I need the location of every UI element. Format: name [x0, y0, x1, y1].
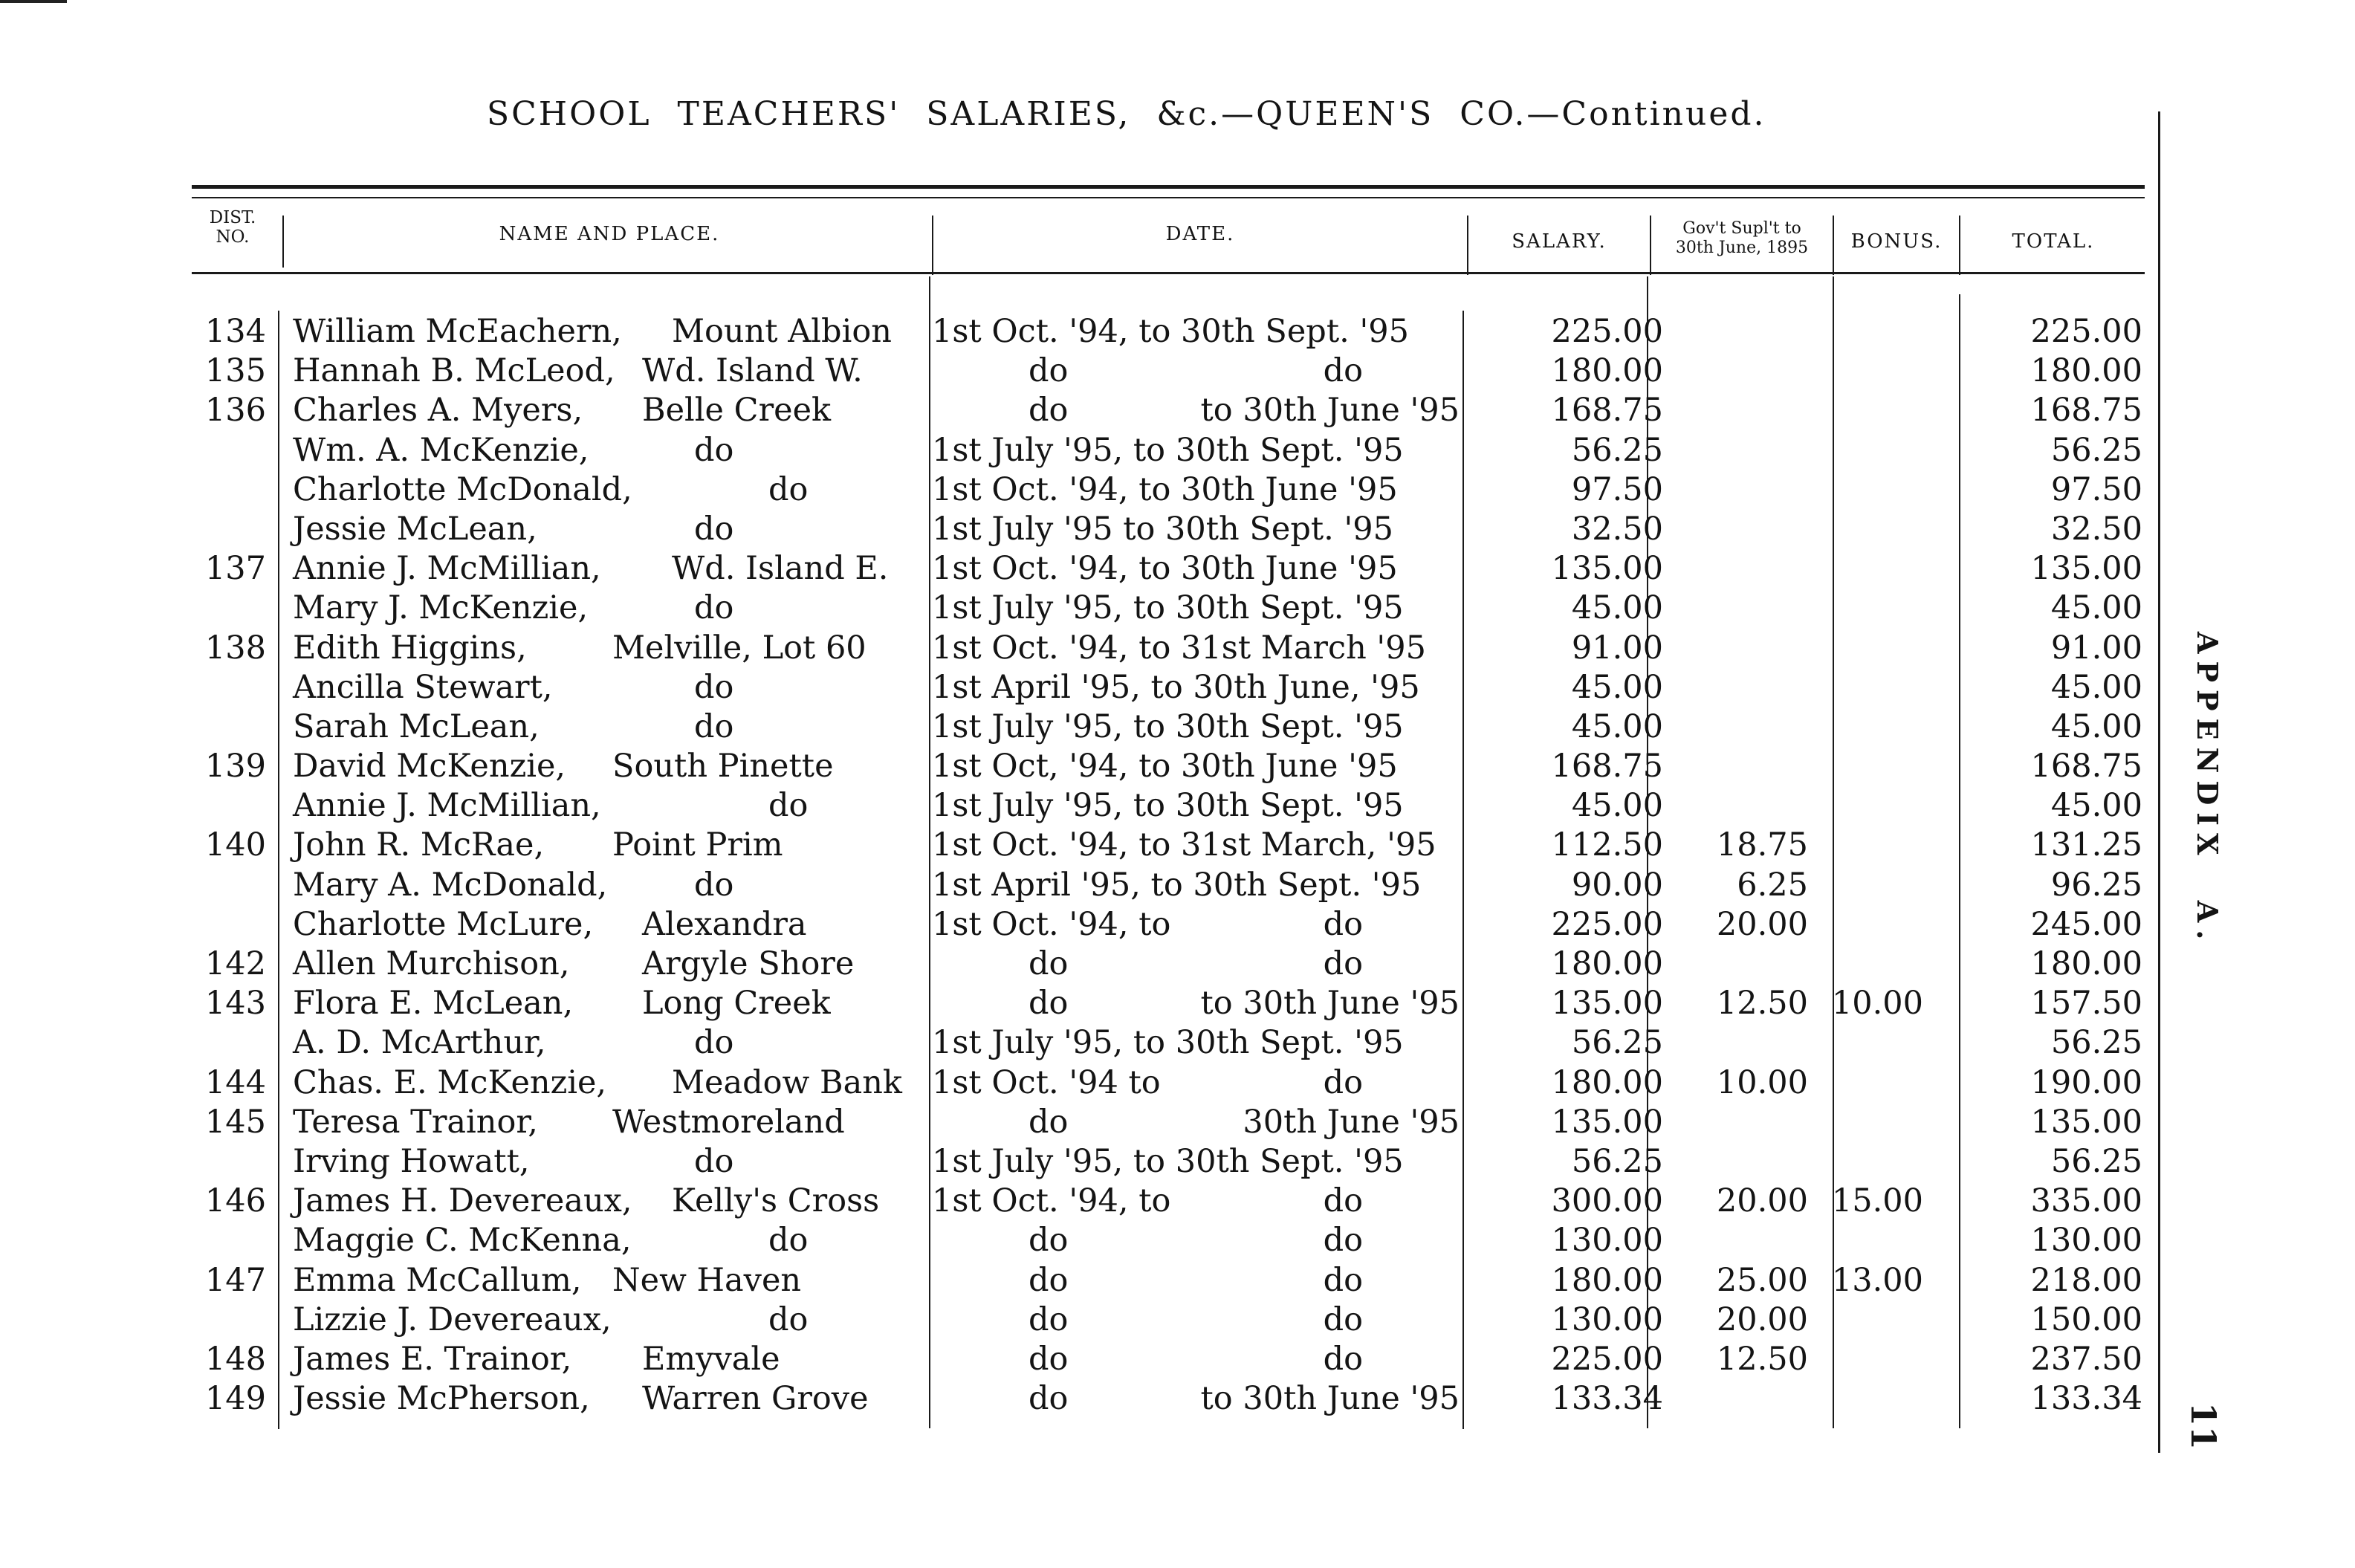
dist-no: 143 [204, 985, 266, 1023]
date-from: 1st Oct. '94, to 30th June '95 [932, 470, 1398, 508]
date-from: 1st July '95, to 30th Sept. '95 [932, 589, 1404, 627]
total: 168.75 [2030, 748, 2142, 785]
date-from: do [1029, 392, 1069, 430]
gov-supplement: 10.00 [1716, 1063, 1808, 1101]
date-to: do [1323, 352, 1363, 390]
place: Argyle Shore [642, 945, 855, 982]
place: do [694, 1142, 734, 1180]
date-to: to 30th June '95 [1200, 1380, 1460, 1418]
total: 150.00 [2030, 1300, 2142, 1338]
salary: 135.00 [1551, 1103, 1663, 1141]
dist-no: 136 [204, 392, 266, 430]
date-from: 1st Oct. '94, to [932, 905, 1171, 943]
salary: 180.00 [1551, 1261, 1663, 1299]
salary: 90.00 [1571, 866, 1663, 904]
table-row [192, 945, 2145, 984]
date-to: do [1323, 945, 1363, 982]
table-row [192, 1182, 2145, 1221]
total: 218.00 [2030, 1261, 2142, 1299]
date-to: to 30th June '95 [1200, 392, 1460, 430]
date-from: do [1029, 1380, 1069, 1418]
header-date: DATE. [1165, 223, 1235, 245]
place: do [768, 1222, 809, 1260]
table-row [192, 431, 2145, 470]
table-row [192, 1261, 2145, 1300]
teacher-name: Chas. E. McKenzie, [293, 1063, 607, 1101]
header-name-place: NAME AND PLACE. [499, 223, 720, 245]
dist-no: 138 [204, 629, 266, 667]
teacher-name: Lizzie J. Devereaux, [293, 1300, 612, 1338]
page-title: SCHOOL TEACHERS' SALARIES, &c.—QUEEN'S CO.—Continued. [487, 95, 1766, 133]
table-row [192, 1023, 2145, 1063]
dist-no: 134 [204, 313, 266, 350]
place: do [694, 668, 734, 706]
salary: 32.50 [1571, 510, 1663, 548]
teacher-name: Charlotte McLure, [293, 905, 594, 943]
place: do [768, 787, 809, 825]
total: 135.00 [2030, 1103, 2142, 1141]
table-row [192, 984, 2145, 1023]
place: New Haven [612, 1261, 802, 1299]
total: 180.00 [2030, 352, 2142, 390]
table-row [192, 786, 2145, 826]
table-row [192, 1300, 2145, 1340]
dist-no: 135 [204, 352, 266, 390]
header-salary: SALARY. [1512, 230, 1607, 253]
total: 32.50 [2050, 510, 2142, 548]
header-rule-bottom [192, 272, 2145, 274]
dist-no: 148 [204, 1340, 266, 1378]
salary: 56.25 [1571, 1142, 1663, 1180]
date-from: do [1029, 1222, 1069, 1260]
total: 180.00 [2030, 945, 2142, 982]
table-row [192, 1142, 2145, 1182]
total: 91.00 [2050, 629, 2142, 667]
place: do [694, 431, 734, 469]
date-from: do [1029, 945, 1069, 982]
place: Mount Albion [672, 313, 892, 350]
gov-supplement: 12.50 [1716, 1340, 1808, 1378]
table-row [192, 747, 2145, 786]
page-right-rule [2158, 111, 2160, 1453]
date-from: 1st July '95, to 30th Sept. '95 [932, 1024, 1404, 1062]
appendix-label: APPENDIX A. [2191, 632, 2224, 947]
total: 45.00 [2050, 589, 2142, 627]
table-row [192, 905, 2145, 945]
total: 96.25 [2050, 866, 2142, 904]
salary: 97.50 [1571, 470, 1663, 508]
page-number [2181, 1400, 2226, 1452]
salary: 133.34 [1551, 1380, 1663, 1418]
place: South Pinette [612, 748, 834, 785]
place: Kelly's Cross [672, 1182, 880, 1220]
teacher-name: Mary J. McKenzie, [293, 589, 589, 627]
salary: 168.75 [1551, 748, 1663, 785]
dist-no: 145 [204, 1103, 266, 1141]
teacher-name: A. D. McArthur, [293, 1024, 546, 1062]
teacher-name: John R. McRae, [293, 826, 545, 864]
total: 225.00 [2030, 313, 2142, 350]
teacher-name: Sarah McLean, [293, 707, 540, 745]
name-and-place [293, 1340, 1110, 1379]
header-rule-thin [192, 197, 2145, 198]
dist-no: 147 [204, 1261, 266, 1299]
date-from: do [1029, 352, 1069, 390]
teacher-name: Charles A. Myers, [293, 392, 583, 430]
header-gov-line2: 30th June, 1895 [1675, 239, 1809, 257]
teacher-name: Annie J. McMillian, [293, 787, 601, 825]
place: do [768, 470, 809, 508]
header-dist-line1: DIST. [209, 208, 256, 227]
salary: 130.00 [1551, 1300, 1663, 1338]
name-and-place [293, 351, 1110, 391]
teacher-name: Flora E. McLean, [293, 985, 574, 1023]
salary: 180.00 [1551, 352, 1663, 390]
gov-supplement: 18.75 [1716, 826, 1808, 864]
salary: 225.00 [1551, 905, 1663, 943]
salary: 180.00 [1551, 945, 1663, 982]
date-to: do [1323, 1182, 1363, 1220]
date-from: do [1029, 1103, 1069, 1141]
salary: 225.00 [1551, 313, 1663, 350]
table-row [192, 826, 2145, 865]
place: do [694, 866, 734, 904]
table-row [192, 1340, 2145, 1379]
date-from: 1st April '95, to 30th June, '95 [932, 668, 1420, 706]
date-from: 1st Oct. '94, to 31st March '95 [932, 629, 1426, 667]
place: do [694, 707, 734, 745]
table-row [192, 312, 2145, 351]
salary: 130.00 [1551, 1222, 1663, 1260]
table-row [192, 1221, 2145, 1260]
salary: 56.25 [1571, 431, 1663, 469]
place: Westmoreland [612, 1103, 845, 1141]
total: 133.34 [2030, 1380, 2142, 1418]
dist-no: 139 [204, 748, 266, 785]
teacher-name: Edith Higgins, [293, 629, 527, 667]
place: do [694, 589, 734, 627]
teacher-name: Charlotte McDonald, [293, 470, 632, 508]
date-from: 1st Oct, '94, to 30th June '95 [932, 748, 1398, 785]
table-row [192, 549, 2145, 589]
dist-no: 144 [204, 1063, 266, 1101]
table-row [192, 470, 2145, 510]
dist-no: 137 [204, 550, 266, 588]
salary-table-body [192, 312, 2145, 1419]
dist-no: 142 [204, 945, 266, 982]
salary: 45.00 [1571, 787, 1663, 825]
teacher-name: David McKenzie, [293, 748, 566, 785]
date-to: do [1323, 1261, 1363, 1299]
place: Point Prim [612, 826, 783, 864]
teacher-name: James E. Trainor, [293, 1340, 572, 1378]
salary: 45.00 [1571, 707, 1663, 745]
place: Belle Creek [642, 392, 832, 430]
teacher-name: William McEachern, [293, 313, 622, 350]
header-total: TOTAL. [2012, 230, 2095, 253]
place: do [694, 510, 734, 548]
teacher-name: Hannah B. McLeod, [293, 352, 615, 390]
name-and-place [293, 1379, 1110, 1419]
date-to: 30th June '95 [1243, 1103, 1460, 1141]
bonus: 13.00 [1831, 1261, 1923, 1299]
gov-supplement: 20.00 [1716, 905, 1808, 943]
total: 237.50 [2030, 1340, 2142, 1378]
total: 190.00 [2030, 1063, 2142, 1101]
place: Long Creek [642, 985, 831, 1023]
header-gov-line1: Gov't Supl't to [1682, 219, 1801, 238]
date-from: 1st Oct. '94 to [932, 1063, 1161, 1101]
bonus: 10.00 [1831, 985, 1923, 1023]
salary: 45.00 [1571, 668, 1663, 706]
column-divider [1959, 216, 1960, 275]
table-row [192, 668, 2145, 707]
place: Wd. Island E. [672, 550, 889, 588]
date-from: 1st July '95, to 30th Sept. '95 [932, 431, 1404, 469]
total: 45.00 [2050, 707, 2142, 745]
date-to: do [1323, 1340, 1363, 1378]
total: 45.00 [2050, 668, 2142, 706]
date-from: 1st July '95 to 30th Sept. '95 [932, 510, 1394, 548]
salary: 225.00 [1551, 1340, 1663, 1378]
place: Emyvale [642, 1340, 780, 1378]
date-from: 1st July '95, to 30th Sept. '95 [932, 1142, 1404, 1180]
salary: 135.00 [1551, 550, 1663, 588]
header-gov-suplt [1651, 219, 1833, 258]
table-row [192, 629, 2145, 668]
date-from: 1st Oct. '94, to 30th Sept. '95 [932, 313, 1409, 350]
date-from: do [1029, 1340, 1069, 1378]
teacher-name: Irving Howatt, [293, 1142, 530, 1180]
date-from: 1st Oct. '94, to [932, 1182, 1171, 1220]
place: Meadow Bank [672, 1063, 902, 1101]
table-row [192, 1379, 2145, 1419]
gov-supplement: 20.00 [1716, 1182, 1808, 1220]
place: Melville, Lot 60 [612, 629, 866, 667]
name-and-place [293, 1103, 1110, 1142]
name-and-place [293, 945, 1110, 984]
dist-no: 146 [204, 1182, 266, 1220]
header-bonus: BONUS. [1850, 230, 1943, 253]
name-and-place [293, 1300, 1110, 1340]
table-row [192, 1063, 2145, 1103]
total: 97.50 [2050, 470, 2142, 508]
page-number-text: 11 [2183, 1402, 2224, 1451]
date-from: 1st April '95, to 30th Sept. '95 [932, 866, 1422, 904]
total: 45.00 [2050, 787, 2142, 825]
dist-no: 140 [204, 826, 266, 864]
salary: 300.00 [1551, 1182, 1663, 1220]
teacher-name: Teresa Trainor, [293, 1103, 538, 1141]
salary: 45.00 [1571, 589, 1663, 627]
place: do [694, 1024, 734, 1062]
total: 131.25 [2030, 826, 2142, 864]
total: 56.25 [2050, 431, 2142, 469]
date-to: to 30th June '95 [1200, 985, 1460, 1023]
place: do [768, 1300, 809, 1338]
place: Wd. Island W. [642, 352, 863, 390]
gov-supplement: 6.25 [1737, 866, 1808, 904]
teacher-name: James H. Devereaux, [293, 1182, 632, 1220]
date-from: do [1029, 1300, 1069, 1338]
date-from: 1st July '95, to 30th Sept. '95 [932, 787, 1404, 825]
table-row [192, 1103, 2145, 1142]
salary: 91.00 [1571, 629, 1663, 667]
date-from: 1st July '95, to 30th Sept. '95 [932, 707, 1404, 745]
table-row [192, 351, 2145, 391]
date-from: do [1029, 985, 1069, 1023]
header-dist-line2: NO. [216, 227, 250, 247]
total: 56.25 [2050, 1142, 2142, 1180]
total: 335.00 [2030, 1182, 2142, 1220]
teacher-name: Jessie McPherson, [293, 1380, 590, 1418]
total: 130.00 [2030, 1222, 2142, 1260]
column-divider [282, 216, 284, 268]
teacher-name: Jessie McLean, [293, 510, 537, 548]
header-dist [192, 208, 273, 247]
salary: 180.00 [1551, 1063, 1663, 1101]
salary: 112.50 [1551, 826, 1663, 864]
bonus: 15.00 [1831, 1182, 1923, 1220]
place: Warren Grove [642, 1380, 869, 1418]
date-from: do [1029, 1261, 1069, 1299]
date-from: 1st Oct. '94, to 31st March, '95 [932, 826, 1436, 864]
dist-no: 149 [204, 1380, 266, 1418]
teacher-name: Allen Murchison, [293, 945, 570, 982]
table-row [192, 707, 2145, 747]
teacher-name: Maggie C. McKenna, [293, 1222, 632, 1260]
gov-supplement: 12.50 [1716, 985, 1808, 1023]
gov-supplement: 20.00 [1716, 1300, 1808, 1338]
date-to: do [1323, 1063, 1363, 1101]
column-divider [932, 216, 933, 275]
gov-supplement: 25.00 [1716, 1261, 1808, 1299]
total: 157.50 [2030, 985, 2142, 1023]
table-row [192, 510, 2145, 549]
name-and-place [293, 1221, 1110, 1260]
date-to: do [1323, 1300, 1363, 1338]
header-rule-thick [192, 185, 2145, 189]
name-and-place [293, 391, 1110, 430]
table-row [192, 391, 2145, 430]
total: 135.00 [2030, 550, 2142, 588]
teacher-name: Ancilla Stewart, [293, 668, 553, 706]
salary: 135.00 [1551, 985, 1663, 1023]
name-and-place [293, 984, 1110, 1023]
total: 168.75 [2030, 392, 2142, 430]
teacher-name: Wm. A. McKenzie, [293, 431, 589, 469]
date-from: 1st Oct. '94, to 30th June '95 [932, 550, 1398, 588]
salary: 168.75 [1551, 392, 1663, 430]
total: 56.25 [2050, 1024, 2142, 1062]
column-divider [1467, 216, 1468, 275]
place: Alexandra [642, 905, 807, 943]
salary: 56.25 [1571, 1024, 1663, 1062]
page-edge-mark [0, 0, 67, 3]
date-to: do [1323, 1222, 1363, 1260]
table-row [192, 866, 2145, 905]
date-to: do [1323, 905, 1363, 943]
name-and-place [293, 1261, 1110, 1300]
teacher-name: Annie J. McMillian, [293, 550, 601, 588]
total: 245.00 [2030, 905, 2142, 943]
table-row [192, 589, 2145, 628]
teacher-name: Mary A. McDonald, [293, 866, 608, 904]
teacher-name: Emma McCallum, [293, 1261, 582, 1299]
